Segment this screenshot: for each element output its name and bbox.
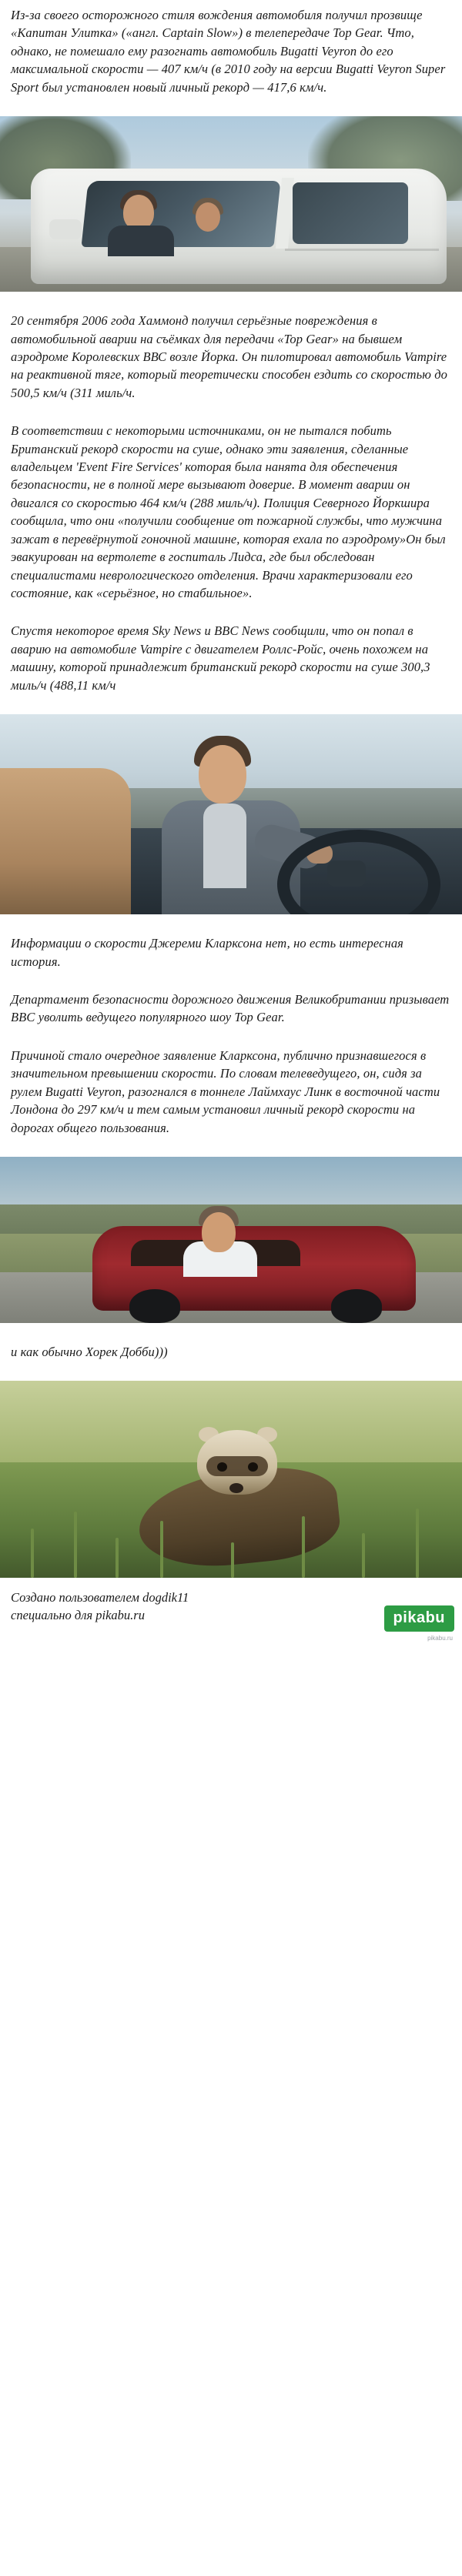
side-mirror: [49, 219, 82, 239]
post-paragraph-6: Департамент безопасности дорожного движения Великобритании призывает BBC уволить ведущего популярного шоу Top Gear.: [11, 991, 450, 1025]
post-paragraph-7: Причиной стало очередное заявление Кларксона, публично признавшегося в значительном превышении скорости. По словам телеведущего, он, сидя за рулем Bugatti Veyron, разогнался в тоннеле Лаймхаус Линк в восточной части Лондона до 297 км/ч и тем самым установил личный рекорд скорости на дорогах общего пользования.: [11, 1047, 440, 1135]
front-wheel: [129, 1289, 180, 1323]
post-paragraph-8: и как обычно Хорек Добби))): [11, 1344, 168, 1359]
grass-blade: [74, 1512, 77, 1578]
grass-blade: [116, 1538, 119, 1578]
hammond-in-car-photo[interactable]: [0, 116, 462, 292]
clarkson-convertible-photo[interactable]: [0, 1157, 462, 1323]
driver-head: [199, 745, 246, 804]
grass-blade: [231, 1542, 234, 1578]
grass-blade: [302, 1516, 305, 1578]
door-seam: [285, 249, 439, 251]
grass-blade: [416, 1509, 419, 1578]
driver-body: [108, 226, 174, 256]
driver-shirt: [203, 804, 246, 888]
pikabu-logo[interactable]: pikabu: [384, 1605, 454, 1632]
ferret-dobby-photo[interactable]: [0, 1381, 462, 1578]
credit-line-2: специально для pikabu.ru: [11, 1608, 145, 1623]
rear-wheel: [331, 1289, 382, 1323]
steering-wheel-hub: [327, 860, 366, 887]
grass-blade: [362, 1533, 365, 1578]
ferret-face-mask: [206, 1456, 268, 1476]
white-car: [31, 169, 447, 284]
passenger-head: [196, 202, 220, 232]
car-side-window: [293, 182, 408, 244]
credit-line-1: Создано пользователем dogdik11: [11, 1590, 189, 1605]
post-paragraph-2: 20 сентября 2006 года Хаммонд получил серьёзные повреждения в автомобильной аварии на съёмках для передачи «Top Gear» на бывшем аэродроме Королевских ВВС возле Йорка. Он пилотировал автомобиль Vampire на реактивной тяге, который теоретически способен ездить со скоростью до 500,5 км/ч (311 миль/ч.: [11, 313, 448, 400]
driver-at-wheel-photo[interactable]: [0, 714, 462, 914]
pikabu-watermark: pikabu.ru: [427, 1635, 453, 1642]
grass-blade: [160, 1521, 163, 1578]
post-paragraph-5: Информации о скорости Джереми Кларксона нет, но есть интересная история.: [11, 936, 403, 969]
post-paragraph-3: В соответствии с некоторыми источниками, он не пытался побить Британский рекорд скорости на суше, однако эти заявления, сделанные владельцем 'Event Fire Services' которая была нанята для обеспечения безопасности, не в полной мере вызывают доверие. В момент аварии он двигался со скоростью 464 км/ч (288 миль/ч). Полиция Северного Йоркшира сообщила, что они «получили сообщение от пожарной службы, что мужчина зажат в перевёрнутой гоночной машине, которая ехала по аэродрому»Он был эвакуирован на вертолете в госпиталь Лидса, где был обследован специалистами неврологического отделения. Врачи характеризовали его состояние, как «серьёзное, но стабильное».: [11, 423, 446, 601]
grass-blade: [31, 1529, 34, 1578]
driver-head: [202, 1212, 236, 1252]
post-footer: [0, 1578, 462, 1644]
post-paragraph-4: Спустя некоторое время Sky News и BBC News сообщили, что он попал в аварию на автомобиле Vampire с двигателем Роллс-Ройс, очень похожем на машину, которой принадлежит британский рекорд скорости на суше 300,3 миль/ч (488,11 км/ч: [11, 623, 430, 693]
door-panel: [0, 768, 131, 914]
post-paragraph-1: Из-за своего осторожного стиля вождения автомобиля получил прозвище «Капитан Улитка» («англ. Captain Slow») в телепередаче Top Gear. Что, однако, не помешало ему разогнать автомобиль Bugatti Veyron до его максимальной скорости — 407 км/ч (в 2010 году на версии Bugatti Veyron Super Sport был установлен новый личный рекорд — 417,6 км/ч.: [11, 8, 446, 95]
